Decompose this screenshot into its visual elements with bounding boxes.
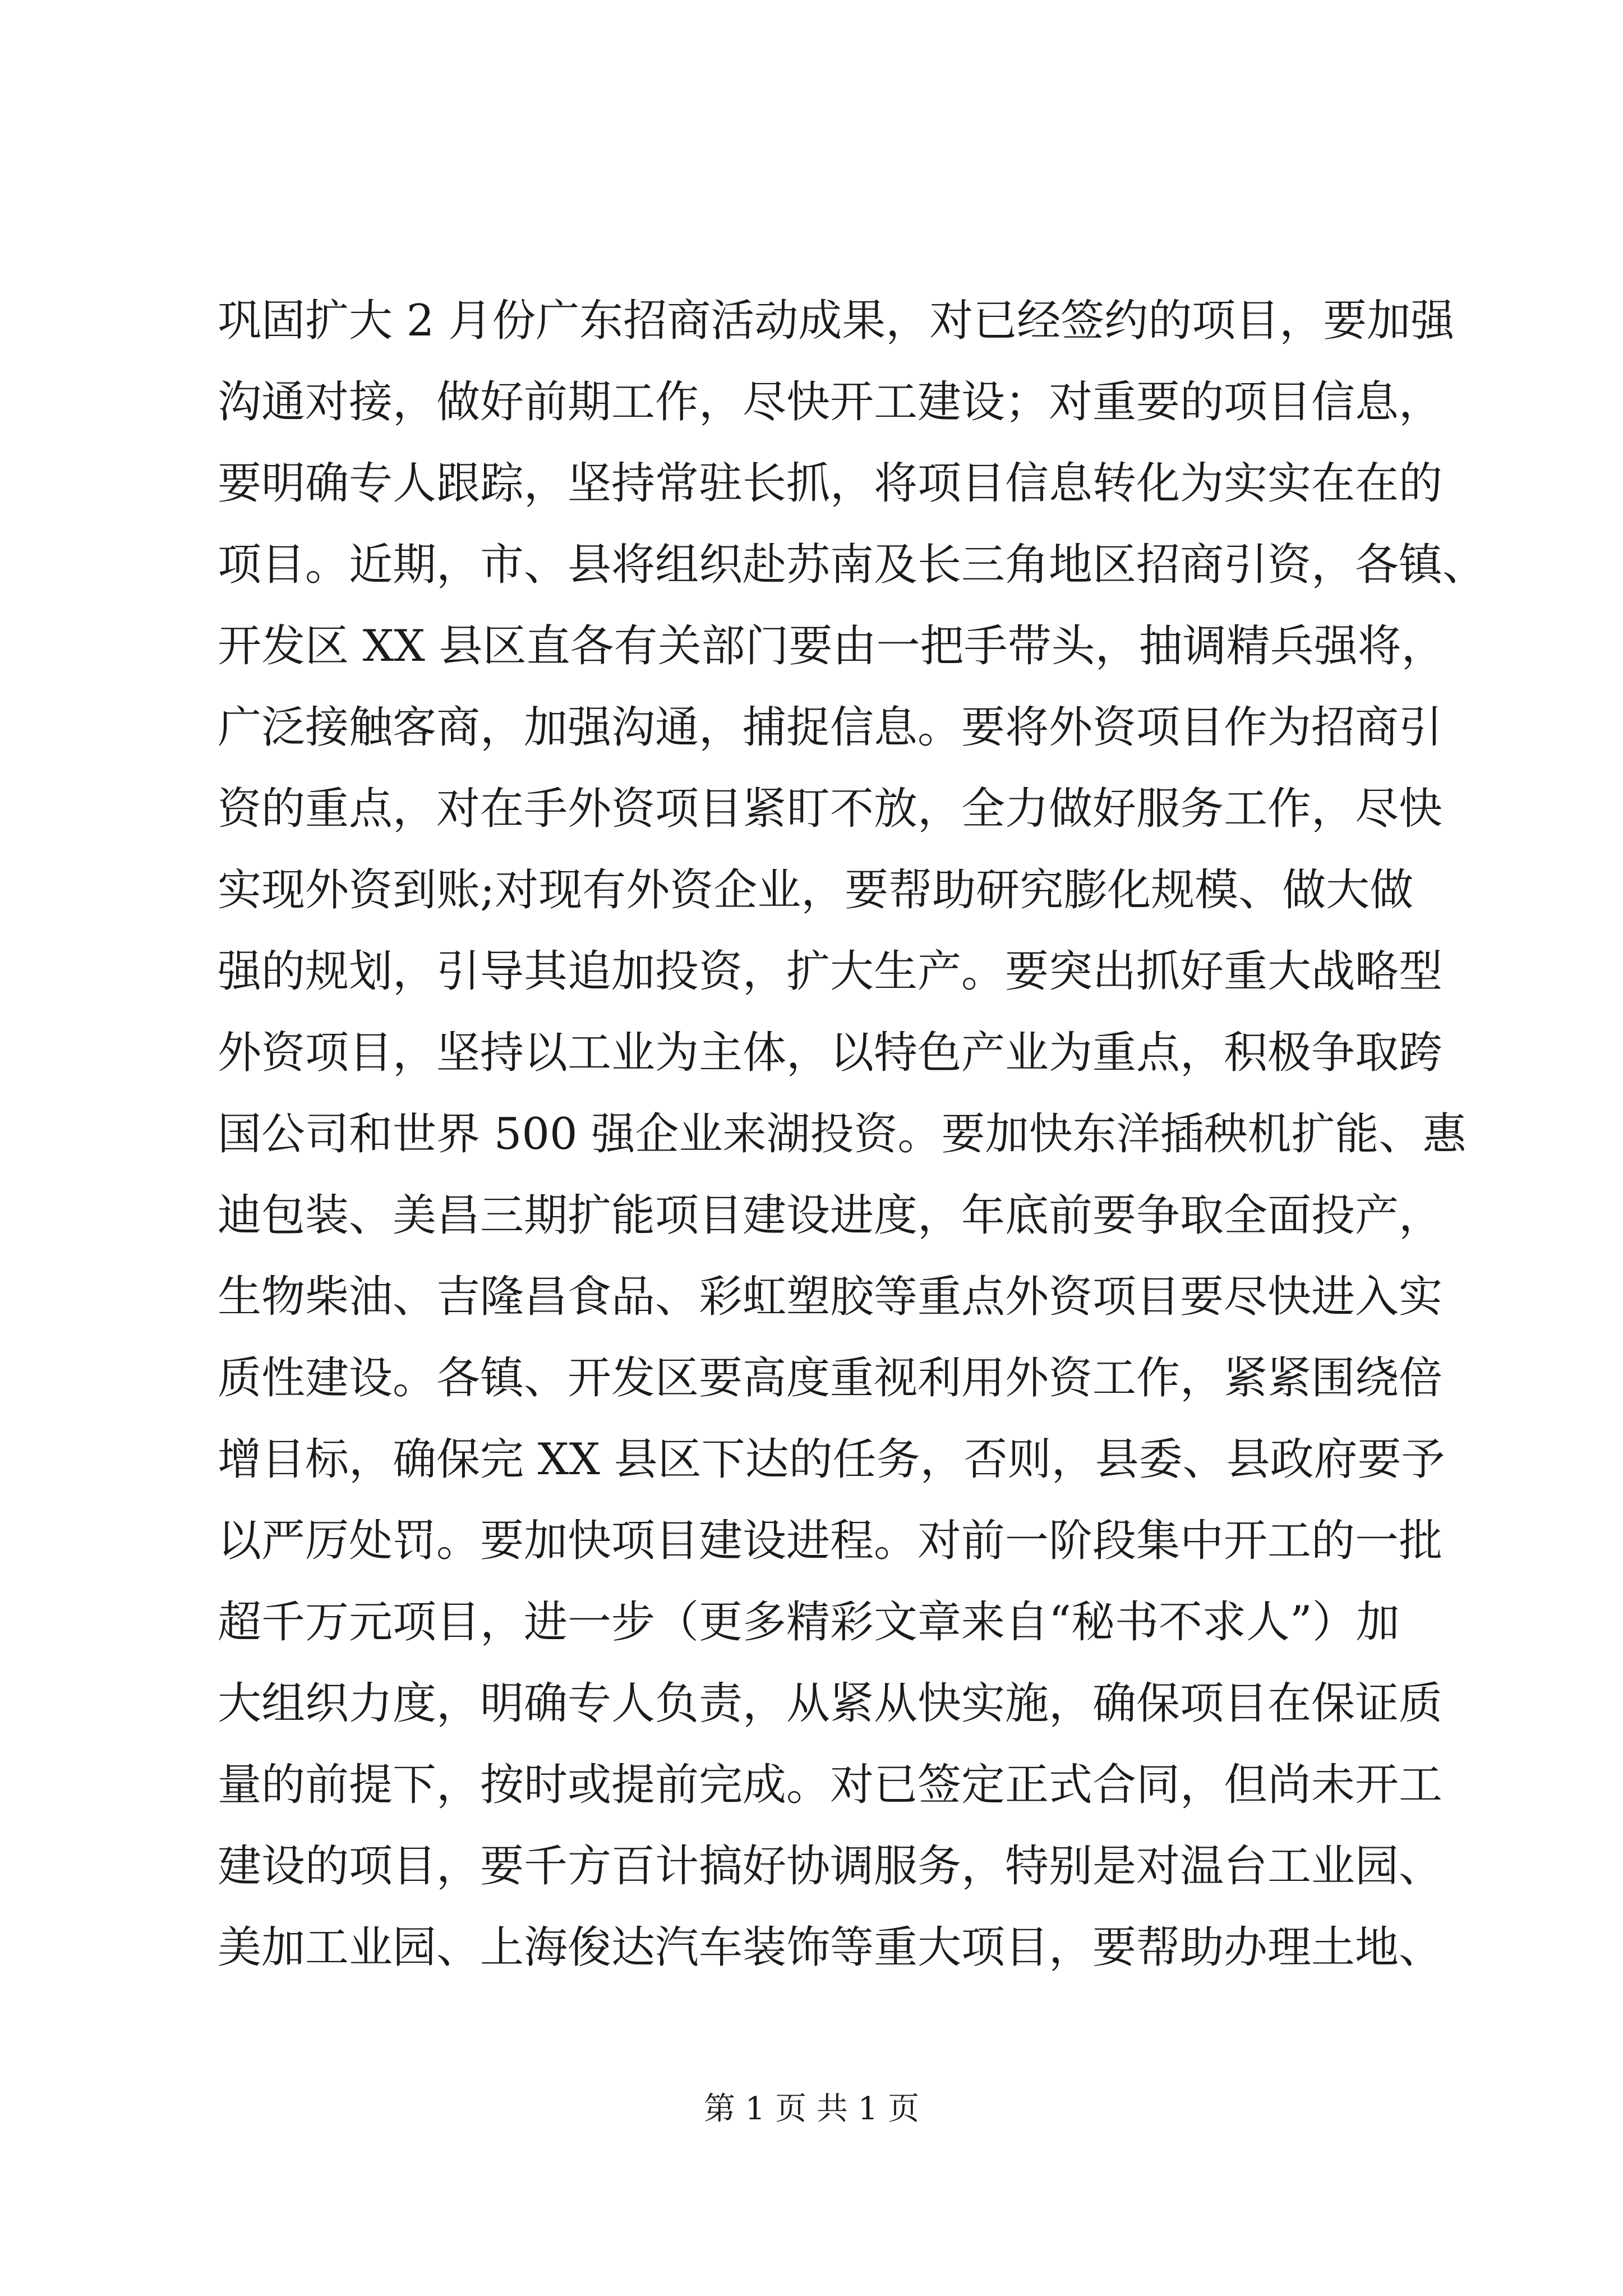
text-line: 资的重点，对在手外资项目紧盯不放，全力做好服务工作，尽快	[218, 784, 1443, 834]
text-line: 增目标，确保完 XX 县区下达的任务，否则，县委、县政府要予	[218, 1434, 1445, 1485]
text-line: 国公司和世界 500 强企业来湖投资。要加快东洋插秧机扩能、惠	[218, 1109, 1467, 1159]
text-line: 迪包装、美昌三期扩能项目建设进度，年底前要争取全面投产，	[218, 1190, 1443, 1241]
text-line: 沟通对接，做好前期工作，尽快开工建设；对重要的项目信息，	[218, 377, 1443, 427]
text-line: 大组织力度，明确专人负责，从紧从快实施，确保项目在保证质	[218, 1678, 1443, 1729]
text-line: 项目。近期，市、县将组织赴苏南及长三角地区招商引资，各镇、	[218, 540, 1487, 590]
text-line: 开发区 XX 县区直各有关部门要由一把手带头，抽调精兵强将，	[218, 621, 1445, 671]
text-line: 量的前提下，按时或提前完成。对已签定正式合同，但尚未开工	[218, 1760, 1443, 1810]
text-line: 实现外资到账;对现有外资企业，要帮助研究膨化规模、做大做	[218, 865, 1414, 915]
body-text	[218, 280, 1487, 1989]
page-number-label: 第 1 页 共 1 页	[703, 2091, 920, 2127]
text-line: 巩固扩大 2 月份广东招商活动成果，对已经签约的项目，要加强	[218, 296, 1455, 346]
text-line: 要明确专人跟踪，坚持常驻长抓，将项目信息转化为实实在在的	[218, 458, 1443, 509]
text-line: 建设的项目，要千方百计搞好协调服务，特别是对温台工业园、	[218, 1841, 1443, 1892]
text-line: 超千万元项目，进一步（更多精彩文章来自“秘书不求人”）加	[218, 1597, 1400, 1648]
text-line: 强的规划，引导其追加投资，扩大生产。要突出抓好重大战略型	[218, 946, 1443, 997]
text-line: 外资项目，坚持以工业为主体，以特色产业为重点，积极争取跨	[218, 1028, 1443, 1078]
text-line: 质性建设。各镇、开发区要高度重视利用外资工作，紧紧围绕倍	[218, 1353, 1443, 1404]
page-footer	[0, 2084, 1623, 2129]
text-line: 生物柴油、吉隆昌食品、彩虹塑胶等重点外资项目要尽快进入实	[218, 1272, 1443, 1322]
text-line: 美加工业园、上海俊达汽车装饰等重大项目，要帮助办理土地、	[218, 1922, 1443, 1973]
text-line: 广泛接触客商，加强沟通，捕捉信息。要将外资项目作为招商引	[218, 702, 1443, 753]
text-line: 以严厉处罚。要加快项目建设进程。对前一阶段集中开工的一批	[218, 1516, 1443, 1566]
